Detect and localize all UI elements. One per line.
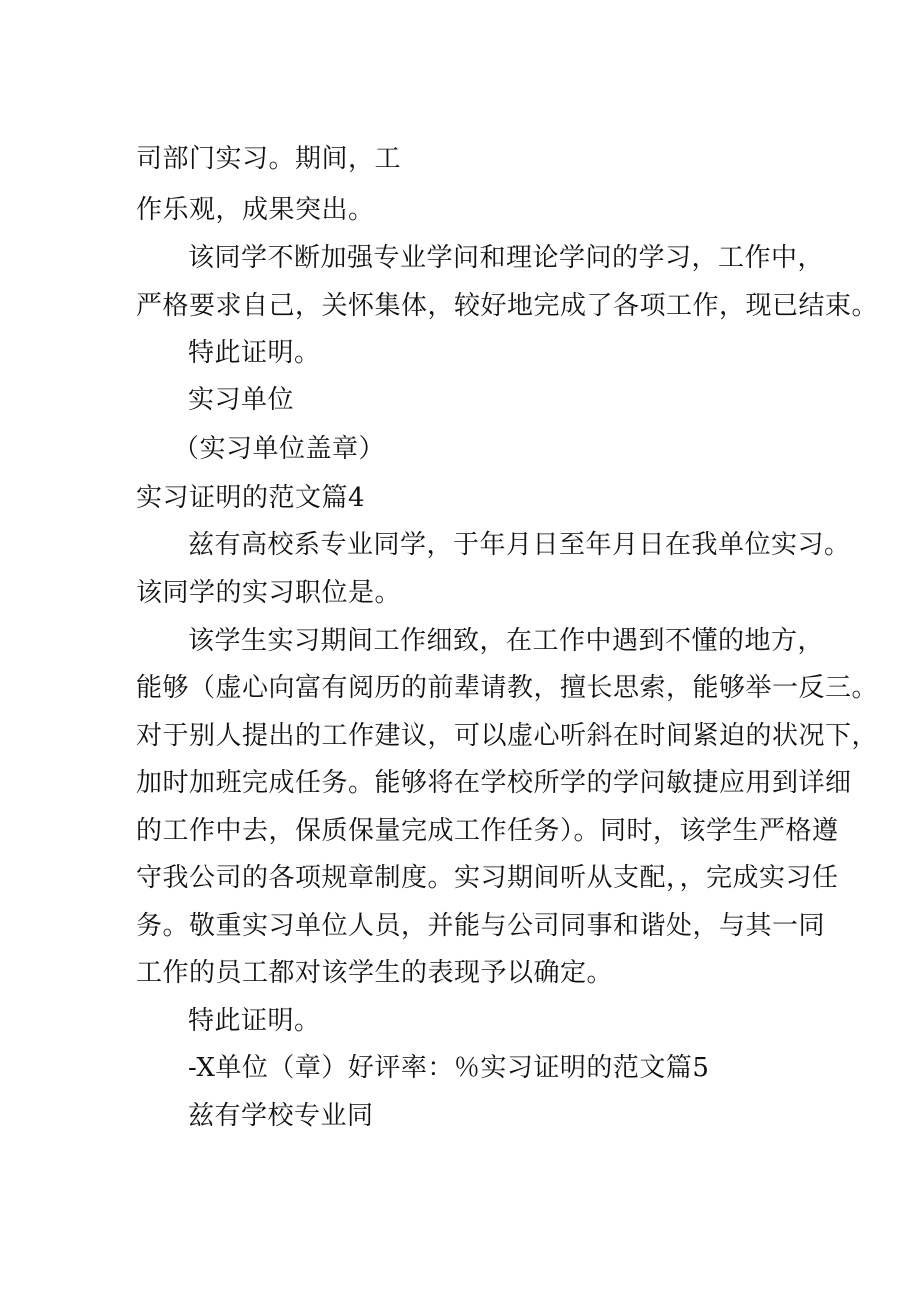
unit-label: 实习单位 — [188, 385, 295, 415]
text-line: 该同学的实习职位是。 — [136, 578, 402, 608]
seal-label: （实习单位盖章） — [173, 434, 386, 464]
text-line: 严格要求自己，关怀集体，较好地完成了各项工作，现已结束。 — [136, 291, 879, 321]
paragraph-line: 兹有学校专业同 — [188, 1101, 374, 1131]
text-line: 作乐观，成果突出。 — [136, 195, 375, 225]
text-line: 司部门实习。期间，工 — [136, 144, 402, 174]
section-title: -X单位（章）好评率：％实习证明的范文篇5 — [188, 1053, 710, 1083]
paragraph-line: 该同学不断加强专业学问和理论学问的学习，工作中， — [188, 243, 825, 273]
certification-text: 特此证明。 — [188, 338, 321, 368]
text-line: 能够（虚心向富有阅历的前辈请教，擅长思索，能够举一反三。 — [136, 673, 879, 703]
paragraph-line: 兹有高校系专业同学，于年月日至年月日在我单位实习。 — [188, 530, 851, 560]
text-line: 加时加班完成任务。能够将在学校所学的学问敏捷应用到详细 — [136, 768, 852, 798]
text-line: 务。敬重实习单位人员，并能与公司同事和谐处，与其一同 — [136, 911, 826, 941]
text-line: 对于别人提出的工作建议，可以虚心听斜在时间紧迫的状况下， — [136, 721, 879, 751]
certification-text: 特此证明。 — [188, 1006, 321, 1036]
text-line: 的工作中去，保质保量完成工作任务）。同时，该学生严格遵 — [136, 816, 839, 846]
text-line: 守我公司的各项规章制度。实习期间听从支配，，完成实习任 — [136, 863, 839, 893]
section-title: 实习证明的范文篇4 — [136, 483, 366, 513]
text-line: 工作的员工都对该学生的表现予以确定。 — [136, 958, 614, 988]
paragraph-line: 该学生实习期间工作细致，在工作中遇到不懂的地方， — [188, 626, 825, 656]
